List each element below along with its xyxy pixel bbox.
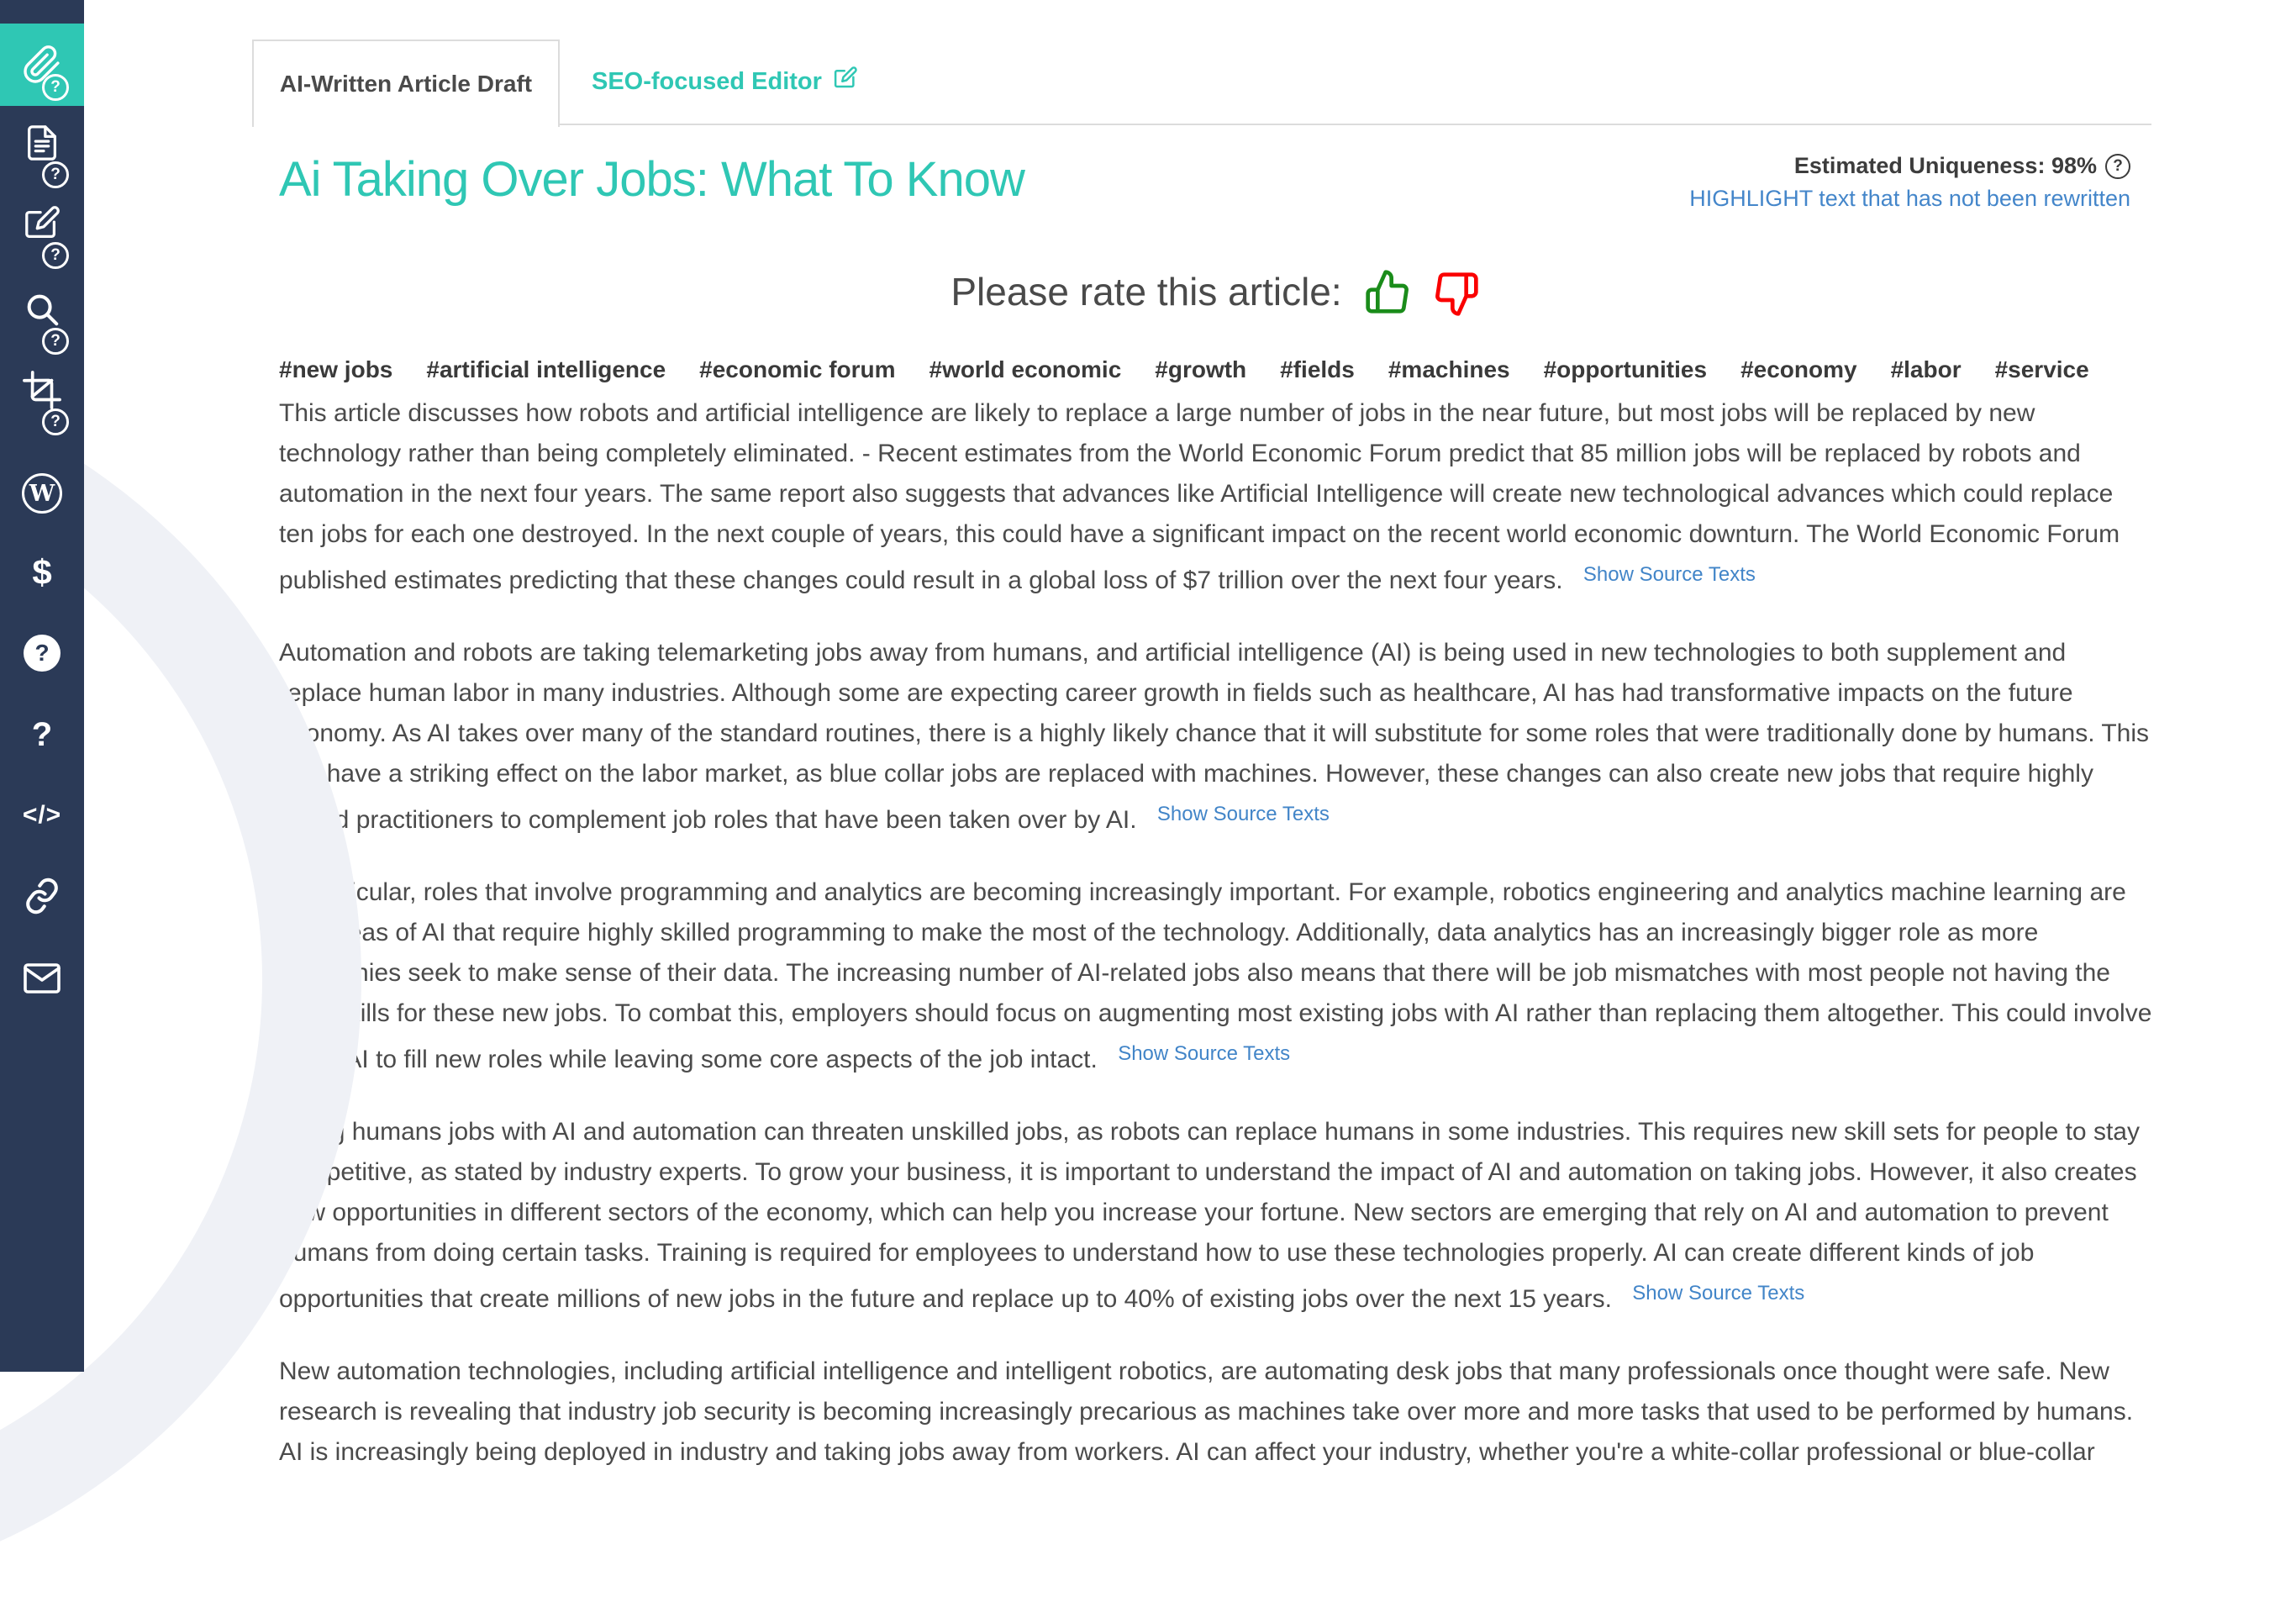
help-badge-icon[interactable]: ?	[42, 242, 69, 269]
uniqueness-label: Estimated Uniqueness: 98%	[1793, 153, 2097, 178]
help-filled-icon: ?	[24, 635, 61, 672]
paragraph	[279, 633, 2153, 841]
sidebar-item-search[interactable]	[0, 284, 84, 350]
sidebar-item-help[interactable]	[0, 635, 84, 672]
sidebar-item-link[interactable]	[0, 876, 84, 916]
sidebar-item-code[interactable]	[0, 798, 84, 832]
mail-icon	[22, 960, 62, 997]
sidebar-item-paperclip[interactable]	[0, 24, 84, 106]
edit-icon	[833, 66, 858, 98]
hashtag-row	[279, 356, 2089, 383]
crop-icon	[23, 371, 61, 409]
hashtag: #economy	[1740, 356, 1857, 382]
document-icon	[23, 124, 61, 162]
sidebar-item-compose[interactable]	[0, 198, 84, 264]
sidebar-item-wordpress[interactable]	[0, 473, 84, 514]
tab-bar	[252, 40, 2151, 125]
help-badge-icon[interactable]: ?	[42, 161, 69, 188]
code-icon: </>	[22, 801, 62, 829]
paragraph	[279, 1112, 2153, 1320]
rating-row	[279, 266, 2151, 318]
sidebar-item-question[interactable]	[0, 716, 84, 753]
help-badge-icon[interactable]: ?	[42, 74, 69, 101]
hashtag: #growth	[1155, 356, 1247, 382]
highlight-link[interactable]: HIGHLIGHT text that has not been rewritten	[1689, 186, 2130, 211]
link-icon	[23, 877, 61, 915]
hashtag: #service	[1994, 356, 2089, 382]
help-circle-icon[interactable]: ?	[2105, 154, 2130, 179]
page-title: Ai Taking Over Jobs: What To Know	[279, 152, 1024, 207]
sidebar	[0, 0, 84, 1372]
wordpress-icon: W	[22, 473, 62, 514]
hashtag: #fields	[1280, 356, 1355, 382]
tab-label: AI-Written Article Draft	[279, 71, 533, 97]
uniqueness-block	[1689, 153, 2130, 212]
show-source-texts-link[interactable]: Show Source Texts	[1156, 803, 1330, 825]
question-icon: ?	[31, 715, 53, 753]
paragraph	[279, 872, 2153, 1080]
sidebar-item-crop[interactable]	[0, 365, 84, 430]
tab-label: SEO-focused Editor	[592, 67, 822, 95]
hashtag: #labor	[1890, 356, 1962, 382]
hashtag: #artificial intelligence	[426, 356, 666, 382]
paragraph	[279, 393, 2153, 601]
paragraph-text: In particular, roles that involve programming and analytics are becoming increasingly important. For example, robotics engineering and analytics machine learning are two areas of AI that require highly skilled programming to make the most of the technology. Additionally, data analytics has an increasingly bigger role as more companies seek to make sense of their data. The increasing number of AI-related jobs also means that there will be job mismatches with most people not having the right skills for these new jobs. To combat this, employers should focus on augmenting most existing jobs with AI rather than replacing them altogether. This could involve using AI to fill new roles while leaving some core aspects of the job intact.	[279, 878, 2152, 1073]
hashtag: #economic forum	[699, 356, 896, 382]
help-badge-icon[interactable]: ?	[42, 328, 69, 355]
paragraph-text: Automation and robots are taking telemarketing jobs away from humans, and artificial intelligence (AI) is being used in new technologies to both supplement and replace human labor in many industries. Although some are expecting career growth in fields such as healthcare, AI has had transformative impacts on the future economy. As AI takes over many of the standard routines, there is a highly likely chance that it will substitute for some roles that were traditionally done by humans. This can have a striking effect on the labor market, as blue collar jobs are replaced with machines. However, these changes can also create new jobs that require highly skilled practitioners to complement job roles that have been taken over by AI.	[279, 639, 2150, 834]
paragraph-text: New automation technologies, including artificial intelligence and intelligent robotics, are automating desk jobs that many professionals once thought were safe. New research is revealing that industry job security is becoming increasingly precarious as machines take over more and more tasks that used to be performed by humans. AI is increasingly being deployed in industry and taking jobs away from workers. AI can affect your industry, whether you're a white-collar professional or blue-collar	[279, 1357, 2134, 1466]
sidebar-item-billing[interactable]	[0, 551, 84, 594]
hashtag: #new jobs	[279, 356, 393, 382]
dollar-icon: $	[32, 552, 52, 592]
rating-label: Please rate this article:	[951, 270, 1342, 314]
tab-seo-editor[interactable]	[592, 40, 858, 124]
sidebar-item-document[interactable]	[0, 118, 84, 183]
show-source-texts-link[interactable]: Show Source Texts	[1632, 1282, 1805, 1304]
paragraph-text: This article discusses how robots and artificial intelligence are likely to replace a large number of jobs in the near future, but most jobs will be replaced by new technology rather than being completely eliminated. - Recent estimates from the World Economic Forum predict that 85 million jobs will be replaced by robots and automation in the next four years. The same report also suggests that advances like Artificial Intelligence will create new technological advances which could replace ten jobs for each one destroyed. In the next couple of years, this could have a significant impact on the recent world economic downturn. The World Economic Forum published estimates predicting that these changes could result in a global loss of $7 trillion over the next four years.	[279, 399, 2120, 594]
show-source-texts-link[interactable]: Show Source Texts	[1118, 1042, 1291, 1065]
tab-ai-written-draft[interactable]	[252, 40, 560, 127]
show-source-texts-link[interactable]: Show Source Texts	[1582, 563, 1756, 586]
hashtag: #machines	[1388, 356, 1510, 382]
paragraph-text: Doing humans jobs with AI and automation can threaten unskilled jobs, as robots can replace humans in some industries. This requires new skill sets for people to stay competitive, as stated by industry experts. To grow your business, it is important to understand the impact of AI and automation on taking jobs. However, it also creates new opportunities in different sectors of the economy, which can help you increase your fortune. New sectors are emerging that rely on AI and automation to prevent humans from doing certain tasks. Training is required for employees to understand how to use these technologies properly. AI can create different kinds of job opportunities that create millions of new jobs in the future and replace up to 40% of existing jobs over the next 15 years.	[279, 1118, 2140, 1313]
compose-icon	[23, 204, 61, 243]
article-body	[279, 393, 2153, 1505]
help-badge-icon[interactable]: ?	[42, 408, 69, 435]
sidebar-item-mail[interactable]	[0, 958, 84, 999]
main-content	[84, 0, 2296, 1466]
thumbs-down-icon[interactable]	[1433, 271, 1480, 318]
paragraph	[279, 1352, 2153, 1473]
thumbs-up-icon[interactable]	[1364, 268, 1411, 315]
search-icon	[23, 290, 61, 329]
hashtag: #opportunities	[1543, 356, 1708, 382]
hashtag: #world economic	[929, 356, 1122, 382]
